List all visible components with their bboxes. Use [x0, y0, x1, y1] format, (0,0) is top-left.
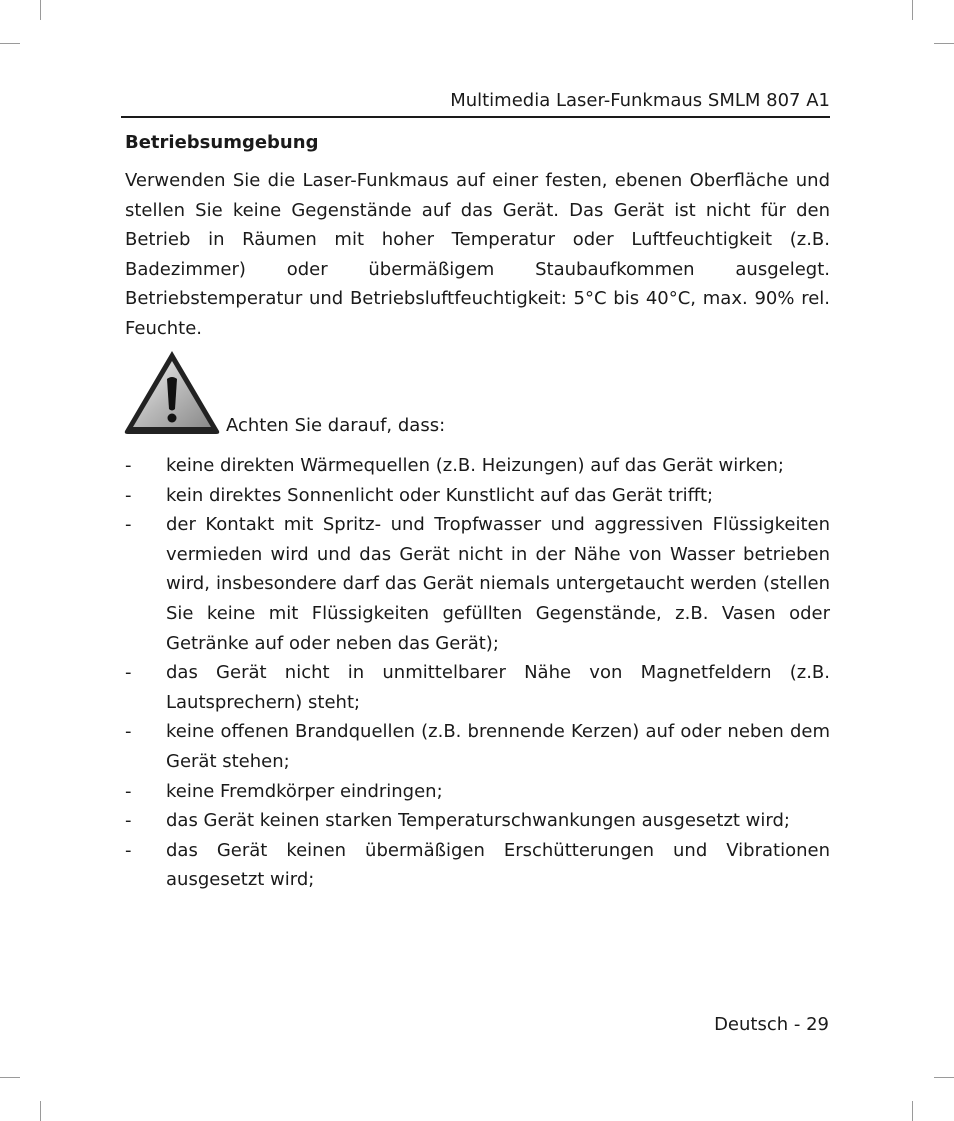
list-item — [125, 481, 830, 511]
list-dash: - — [125, 514, 132, 536]
warning-lead-text: Achten Sie darauf, dass: — [226, 415, 446, 436]
list-item-text: keine Fremdkörper eindringen; — [166, 780, 443, 802]
page-footer: Deutsch - 29 — [714, 1014, 829, 1035]
list-item-text: keine offenen Brandquellen (z.B. brennende Kerzen) auf oder neben dem Gerät stehen; — [166, 721, 830, 772]
crop-mark — [0, 1077, 20, 1078]
list-dash: - — [125, 484, 132, 506]
list-dash: - — [125, 780, 132, 802]
conditions-list — [125, 451, 830, 895]
crop-mark — [934, 1077, 954, 1078]
list-item — [125, 806, 830, 836]
intro-paragraph: Verwenden Sie die Laser-Funkmaus auf einer festen, ebenen Oberfläche und stellen Sie keine Gegenstände auf das Gerät. Das Gerät ist nicht für den Betrieb in Räumen mit hoher Temperatur oder Luftfeuchtigkeit (z.B. Badezimmer) oder übermäßigem Staubaufkommen ausgelegt. Betriebstemperatur und Betriebsluftfeuchtigkeit: 5°C bis 40°C, max. 90% rel. Feuchte. — [125, 170, 830, 339]
crop-mark — [40, 1101, 41, 1121]
list-dash: - — [125, 721, 132, 743]
crop-mark — [40, 0, 41, 20]
list-dash: - — [125, 455, 132, 476]
list-item-text: das Gerät keinen übermäßigen Erschütterungen und Vibrationen ausgesetzt wird; — [166, 839, 830, 891]
list-item-text: das Gerät keinen starken Temperaturschwankungen ausgesetzt wird; — [166, 810, 790, 832]
list-item-text: der Kontakt mit Spritz- und Tropfwasser und aggressiven Flüssigkeiten vermieden wird und das Gerät nicht in der Nähe von Wasser betrieben wird, insbesondere darf das Gerät niemals untergetaucht werden (stellen Sie keine mit Flüssigkeiten gefüllten Gegenstände, z.B. Vasen oder Getränke auf oder neben das Gerät); — [166, 514, 830, 654]
crop-mark — [0, 43, 20, 44]
list-item — [125, 451, 830, 481]
list-item-text: keine direkten Wärmequellen (z.B. Heizungen) auf das Gerät wirken; — [166, 455, 784, 476]
crop-mark — [912, 0, 913, 20]
list-item-text: kein direktes Sonnenlicht oder Kunstlicht auf das Gerät trifft; — [166, 484, 714, 506]
list-item — [125, 658, 830, 717]
crop-mark — [912, 1101, 913, 1121]
list-item — [125, 717, 830, 776]
list-item — [125, 510, 830, 658]
list-dash: - — [125, 662, 132, 684]
header-rule — [121, 116, 830, 118]
list-dash: - — [125, 839, 132, 861]
warning-triangle-icon — [123, 349, 221, 436]
section-heading: Betriebsumgebung — [125, 132, 319, 153]
list-item-text: das Gerät nicht in unmittelbarer Nähe von Magnetfeldern (z.B. Lautsprechern) steht; — [166, 662, 830, 713]
list-item — [125, 777, 830, 807]
list-item — [125, 836, 830, 895]
crop-mark — [934, 43, 954, 44]
list-dash: - — [125, 810, 132, 832]
running-header: Multimedia Laser-Funkmaus SMLM 807 A1 — [450, 90, 830, 111]
